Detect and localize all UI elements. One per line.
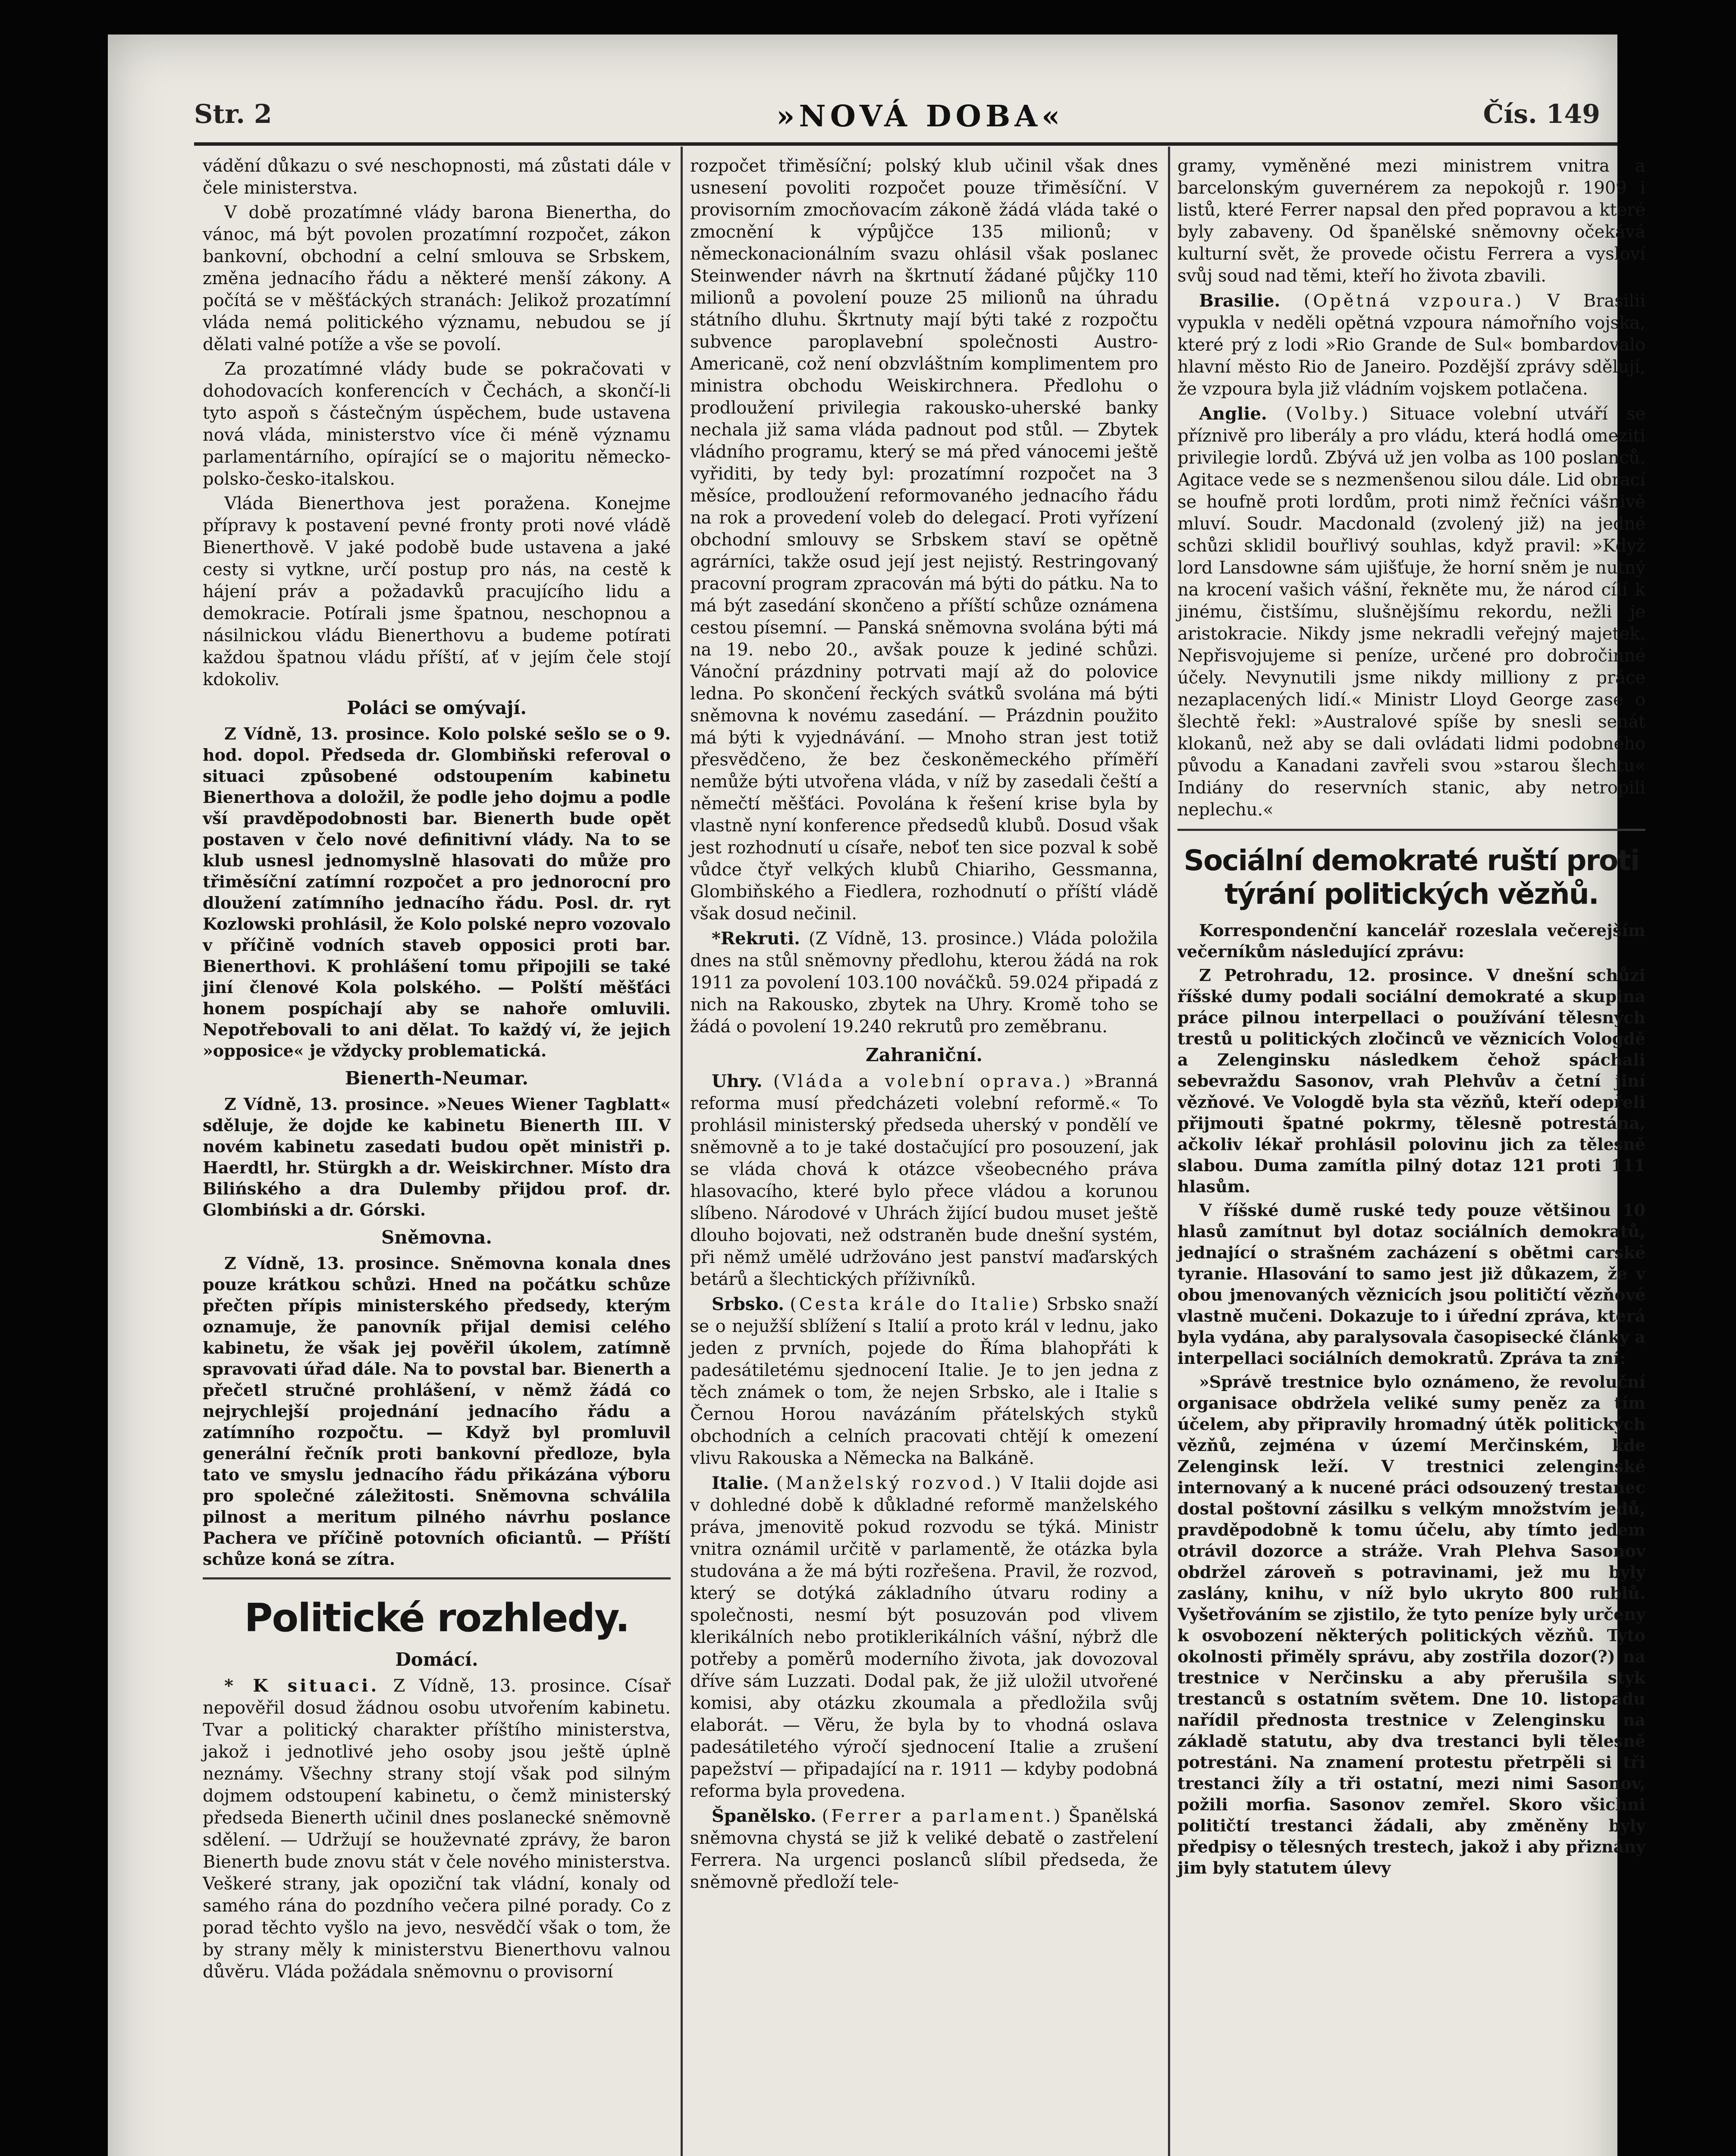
lead-in-note: (Volby.) <box>1286 404 1371 424</box>
lead-in-note: (Ferrer a parlament.) <box>822 1806 1063 1826</box>
subheading: Sněmovna. <box>381 1227 492 1248</box>
paragraph <box>690 1293 1158 1470</box>
paragraph <box>1177 403 1645 821</box>
paragraph-text: Situace volební utváří se příznivě pro liberály a pro vládu, která hodlá omeziti privilegie lordů. Zbývá už jen volba as 100 poslanců. Agitace vede se s nezmenšenou silou dále. Lid obrací se houfně proti lordům, proti nimž řečníci vášnivě mluví. Soudr. Macdonald (zvolený již) na jedné schůzi sklidil bouřlivý souhlas, když pravil: »Když lord Lansdowne sám ujišťuje, že horní sněm je nutný na krocení vašich vášní, řekněte mu, že národ cílí k jinému, čistšímu, slušnějšímu rekordu, nežli je aristokracie. Nikdy jsme nekradli veřejný majetek. Nepřisvojujeme si peníze, určené pro dobročinné účely. Nevynutili jsme nikdy milliony z práce nezaplacených lidí.« Ministr Lloyd George zase o šlechtě řekl: »Australové spíše by snesli senát klokanů, než aby se dali ovládati lidmi podobného původu a Kanadani zavřeli svou »starou šlechtu« Indiány do reservních stanic, aby netropili neplechu.« <box>1177 404 1646 820</box>
lead-in: Španělsko. <box>712 1806 816 1826</box>
lead-in: *Rekruti. <box>712 928 801 949</box>
paragraph-text: V Brasilii vypukla v neděli opětná vzpoura námořního vojska, které prý z lodi »Rio Grande de Sul« bombardovalo hlavní město Rio de Janeiro. Pozdější zprávy sdělují, že vzpoura byla již vládním vojskem potlačena. <box>1177 291 1645 399</box>
lead-in: * K situaci. <box>224 1676 380 1696</box>
column-2 <box>690 155 1158 2156</box>
issue-number: Čís. 149 <box>1483 99 1600 129</box>
column-3 <box>1177 155 1645 2156</box>
paragraph-text: »Branná reforma musí předcházeti volební reformě.« To prohlásil ministerský předseda uherský v pondělí ve sněmovně a to je také dostačující pro posouzení, jak se vláda chová k otázce všeobecného práva hlasovacího, které bylo přece vládou a korunou slíbeno. Národové v Uhrách žijící budou muset ještě dlouho bojovati, než odstraněn bude dnešní systém, při němž umělé udržováno jest panství maďarských betárů a šlechtických příživníků. <box>690 1072 1158 1289</box>
column-1 <box>203 155 671 2156</box>
lead-in-note: (Opětná vzpoura.) <box>1303 291 1524 311</box>
article-intro: Korrespondenční kancelář rozeslala večerejším večerníkům následující zprávu: <box>1177 921 1645 961</box>
paragraph <box>690 1472 1158 1802</box>
lead-in-note: (Vláda a volební oprava.) <box>773 1072 1073 1091</box>
paragraph: gramy, vyměněné mezi ministrem vnitra a barcelonským guvernérem za nepokojů r. 1909 i listů, které Ferrer napsal den před popravou a které byly zabaveny. Od španělské sněmovny očekává kulturní svět, že provede očistu Ferrera a vysloví svůj soud nad těmi, kteří ho života zbavili. <box>1177 156 1645 286</box>
lead-in: Italie. <box>712 1473 769 1493</box>
paragraph-text: Z Vídně, 13. prosince. Císař nepověřil dosud žádnou osobu utvořením kabinetu. Tvar a politický charakter příštího ministerstva, jakož i jednotlivé jeho osoby jsou ještě úplně neznámy. Všechny strany stojí však pod silným dojmem odstoupení kabinetu, o čemž ministerský předseda Bienerth učinil dnes poslanecké sněmovně sdělení. — Udržují se houževnaté zprávy, že baron Bienerth bude znovu stát v čele nového ministerstva. Veškeré strany, jak opoziční tak vládní, konaly od samého rána do pozdního večera pilné porady. Co z porad těchto vyšlo na jevo, nesvědčí však o tom, že by strany měly k ministerstvu Bienerthovu valnou důvěru. Vláda požádala sněmovnu o provisorní <box>203 1676 671 1982</box>
subheading: Domácí. <box>395 1649 478 1670</box>
paragraph-text: (Z Vídně, 13. prosince.) Vláda položila dnes na stůl sněmovny předlohu, kterou žádá na rok 1911 za povolení 103.100 nováčků. 59.024 připadá z nich na Rakousko, zbytek na Uhry. Kromě toho se žádá o povolení 19.240 rekrutů pro zeměbranu. <box>690 929 1158 1037</box>
paragraph: Z Vídně, 13. prosince. »Neues Wiener Tagblatt« sděluje, že dojde ke kabinetu Bienerth III. V novém kabinetu zasedati budou opět ministři p. Haerdtl, hr. Stürgkh a dr. Weiskirchner. Místo dra Bilińského a dra Dulemby přijdou prof. dr. Glombiński a dr. Górski. <box>203 1094 671 1219</box>
paragraph: V říšské dumě ruské tedy pouze většinou 10 hlasů zamítnut byl dotaz sociálních demokratů, jednající o strašném zacházení s obětmi carské tyranie. Hlasování to samo jest již důkazem, že v obou jmenovaných věznicích jsou političtí vězňové vlastně mučeni. Dokazuje to i úřední zpráva, která byla vydána, aby paralysovala časopisecké články a interpellaci sociálních demokratů. Zpráva ta zní: <box>1177 1200 1645 1368</box>
page-number: Str. 2 <box>194 99 272 129</box>
subheading: Bienerth-Neumar. <box>345 1068 529 1089</box>
lead-in: Anglie. <box>1199 404 1267 424</box>
subheading: Poláci se omývají. <box>346 697 527 718</box>
paragraph <box>203 1675 671 1983</box>
paragraph: V době prozatímné vlády barona Bienertha, do vánoc, má být povolen prozatímní rozpočet, zákon bankovní, obchodní a celní smlouva se Srbskem, změna jednacího řádu a některé menší zákony. A počítá se v měšťáckých stranách: Jelikož prozatímní vláda nemá politického významu, nebudou se jí dělati valné potíže a vše se povolí. <box>203 203 671 354</box>
paragraph: rozpočet třiměsíční; polský klub učinil však dnes usnesení povoliti rozpočet pouze třiměsíční. V provisorním zmocňovacím zákoně žádá vláda také o zmocnění k výpůjčce 135 milionů; v německonacionálním svazu ohlásil však poslanec Steinwender návrh na škrtnutí žádané půjčky 110 milionů a povolení pouze 25 milionů na úhradu státního dluhu. Škrtnuty mají býti také z rozpočtu subvence paroplavební společnosti Austro-Americanë, což není obzvláštním komplimentem pro ministra obchodu Weiskirchnera. Předlohu o prodloužení privilegia rakousko-uherské banky nechala již sama vláda padnout pod stůl. — Zbytek vládního programu, který se má před vánocemi ještě vyřiditi, by tedy byl: prozatímní rozpočet na 3 měsíce, prodloužení reformovaného jednacího řádu na rok a provedení voleb do delegací. Proti vyřízení obchodní smlouvy se Srbskem staví se opětně agrárníci, takže osud její jest nejistý. Restringovaný pracovní program zpracován má býti do pátku. Na to má být zasedání skončeno a příští schůze oznámena cestou písemní. — Panská sněmovna svolána býti má na 19. nebo 20., avšak pouze k jediné schůzi. Vánoční prázdniny potrvati mají až do polovice ledna. Po skončení řeckých svátků svolána má býti sněmovna k novému zasedání. — Prázdnin použito má býti k vyjednávání. — Mnoho stran jest totiž přesvědčeno, že bez českoněmeckého příměří nemůže býti utvořena vláda, v níž by zasedali čeští a němečtí měšťáci. Povolána k řešení krise byla by vlastně nyní konference předsedů klubů. Dosud však jest rozhodnutí u císaře, neboť ten sice pozval k sobě vůdce čtyř velkých klubů Chiariho, Gessmanna, Glombiňského a Fiedlera, rozhodnutí o příští vládě však dosud nečinil. <box>690 156 1158 924</box>
section-rule <box>203 1577 671 1579</box>
lead-in: Srbsko. <box>712 1294 785 1314</box>
paragraph-text: V Italii dojde asi v dohledné době k důkladné reformě manželského práva, jmenovitě pokud rozvodu se týká. Ministr vnitra oznámil určitě v parlamentě, že otázka byla studována a že má býti rozřešena. Pravil, že rozvod, který se dotýká základního útvaru rodiny a společnosti, nesmí být posuzován pod vlivem klerikálních nebo protiklerikálních vášní, nýbrž dle potřeby a poměrů moderního života, jak dovozoval dříve sám Luzzati. Dodal pak, že již uložil utvořené komisi, aby otázku zkoumala a předložila svůj elaborát. — Věru, že byla by to vhodná oslava padesátiletého výročí sjednocení Italie a zrušení papežství — připadající na r. 1911 — kdyby podobná reforma byla provedena. <box>690 1473 1158 1801</box>
paragraph-text: Srbsko snaží se o nejužší sblížení s Italií a proto král v lednu, jako jeden z prvních, pojede do Říma blahopřáti k padesátiletému sjednocení Italie. Je to jen jedna z těch známek o tom, že nejen Srbsko, ale i Italie s Černou Horou navázáním přátelských styků obchodních a celních pracovati chtějí k omezení vlivu Rakouska a Německa na Balkáně. <box>690 1294 1158 1468</box>
paragraph: Z Vídně, 13. prosince. Kolo polské sešlo se o 9. hod. dopol. Předseda dr. Glombiňski referoval o situaci způsobené odstoupením kabinetu Bienerthova a doložil, že podle jeho dojmu a podle vší pravděpodobnosti bar. Bienerth bude opět postaven v čelo nové definitivní vlády. Na to se klub usnesl jednomyslně hlasovati do může pro třiměsíční zatímní rozpočet a pro jednorocní pro dloužení zatímního jednacího řádu. Posl. dr. ryt Kozlowski prohlásil, že Kolo polské nepro vozovalo v příčině vodních staveb opposici proti bar. Bienerthovi. K prohlášení tomu připojili se také jiní členové Kola polského. — Polští měšťáci honem pospíchají aby se nahoře omluvili. Nepotřebovali to ani dělat. To každý ví, že jejich »opposice« je vždycky problematická. <box>203 724 671 1060</box>
masthead: »NOVÁ DOBA« <box>776 99 1064 134</box>
paragraph-text: Španělská sněmovna chystá se již k veliké debatě o zastřelení Ferrera. Na urgenci poslanců slíbil předseda, že sněmovně předloží tele- <box>690 1806 1158 1892</box>
section-title: Politické rozhledy. <box>244 1595 629 1641</box>
column-divider-2 <box>1168 147 1170 2156</box>
lead-in: Uhry. <box>712 1071 763 1091</box>
paragraph: Z Petrohradu, 12. prosince. V dnešní schůzi říšské dumy podali sociální demokraté a skupina práce pilnou interpellaci o používání tělesných trestů u politických zločinců ve věznicích Vologdě a Zelenginsku následkem čehož spáchali sebevraždu Sasonov, vrah Plehvův a četní jiní vězňové. Ve Vologdě byla sta vězňů, kteří odepřeli přijmouti špatné pokrmy, tělesně potrestána, ačkoliv lékař prohlásil polovinu jich za tělesně slabou. Duma zamítla pilný dotaz 121 proti 111 hlasům. <box>1177 965 1645 1196</box>
page-header <box>194 91 1600 142</box>
paragraph <box>690 928 1158 1038</box>
paragraph: Za prozatímné vlády bude se pokračovati v dohodovacích konferencích v Čechách, a skončí-li tyto aspoň s částečným úspěchem, bude ustavena nová vláda, ministerstvo více či méně významu parlamentárního, opírající se o majoritu německo-polsko-česko-italskou. <box>203 359 671 489</box>
subheading: Zahraniční. <box>866 1044 983 1065</box>
lead-in-note: (Cesta krále do Italie) <box>790 1294 1041 1314</box>
section-rule <box>1177 829 1645 831</box>
article-title: Sociální demokraté ruští proti týrání politických vězňů. <box>1183 844 1639 911</box>
paragraph <box>690 1805 1158 1893</box>
paragraph <box>1177 290 1645 400</box>
paragraph: Z Vídně, 13. prosince. Sněmovna konala dnes pouze krátkou schůzi. Hned na počátku schůze přečten přípis ministerského předsedy, kterým oznamuje, že panovník přijal demisi celého kabinetu, že však jej pověřil úkolem, zatímně spravovati úřad dále. Na to povstal bar. Bienerth a přečetl stručné prohlášení, v němž žádá co nejrychlejší projednání jednacího řádu a zatímního rozpočtu. — Když byl promluvil generální řečník proti bankovní předloze, byla tato ve smyslu jednacího řádu přikázána výboru pro společné záležitosti. Sněmovna schválila pilnost a meritum pilného návrhu poslance Pachera ve příčině potovních oficiantů. — Příští schůze koná se zítra. <box>203 1253 671 1569</box>
paragraph: »Správě trestnice bylo oznámeno, že revoluční organisace obdržela veliké sumy peněz za tím účelem, aby připravily hromadný útěk politických vězňů, zejména v území Merčinském, kde Zelenginsk leží. V trestnici zelenginské internovaný a k nucené práci odsouzený trestanec dostal poštovní zásilku s velkým množstvím jedů, pravděpodobně k tomu účelu, aby tímto jedem otrávil dozorce a stráže. Vrah Plehva Sasonov obdržel zároveň s potravinami, jež mu byly zaslány, knihu, v níž bylo ukryto 800 rublů. Vyšetřováním se zjistilo, že tyto peníze byly určeny k osvobození některých politických vězňů. Tyto okolnosti přiměly správu, aby zostřila dozor(?) na trestnice v Nerčinsku a aby přerušila styk trestanců s ostatním světem. Dne 10. listopadu nařídil přednosta trestnice v Zelenginsku na základě statutu, aby dva trestanci byli tělesně potrestáni. Na znamení protestu přetrpěli si tři trestanci žíly a tři ostatní, mezi nimi Sasonov, požili morfia. Sasonov zemřel. Skoro všichni političtí trestanci žádali, aby změněny byly předpisy o tělesných trestech, jakož i aby přiznány jim byly statutem úlevy <box>1177 1372 1645 1877</box>
paragraph: Vláda Bienerthova jest poražena. Konejme přípravy k postavení pevné fronty proti nové vládě Bienerthově. V jaké podobě bude ustavena a jaké cesty si vytkne, určí postup pro nás, na cestě k hájení práv a požadavků pracujícího lidu a demokracie. Potírali jsme špatnou, neschopnou a násilnickou vládu Bienerthovu a budeme potírati každou špatnou vládu příští, ať v jejím čele stojí kdokoliv. <box>203 494 671 689</box>
lead-in: Brasilie. <box>1199 291 1281 311</box>
paragraph: vádění důkazu o své neschopnosti, má zůstati dále v čele ministerstva. <box>203 156 671 198</box>
newspaper-page <box>108 34 1646 2156</box>
lead-in-note: (Manželský rozvod.) <box>776 1473 1004 1493</box>
paragraph <box>690 1070 1158 1291</box>
header-rule <box>194 142 1617 146</box>
column-divider-1 <box>681 147 683 2156</box>
